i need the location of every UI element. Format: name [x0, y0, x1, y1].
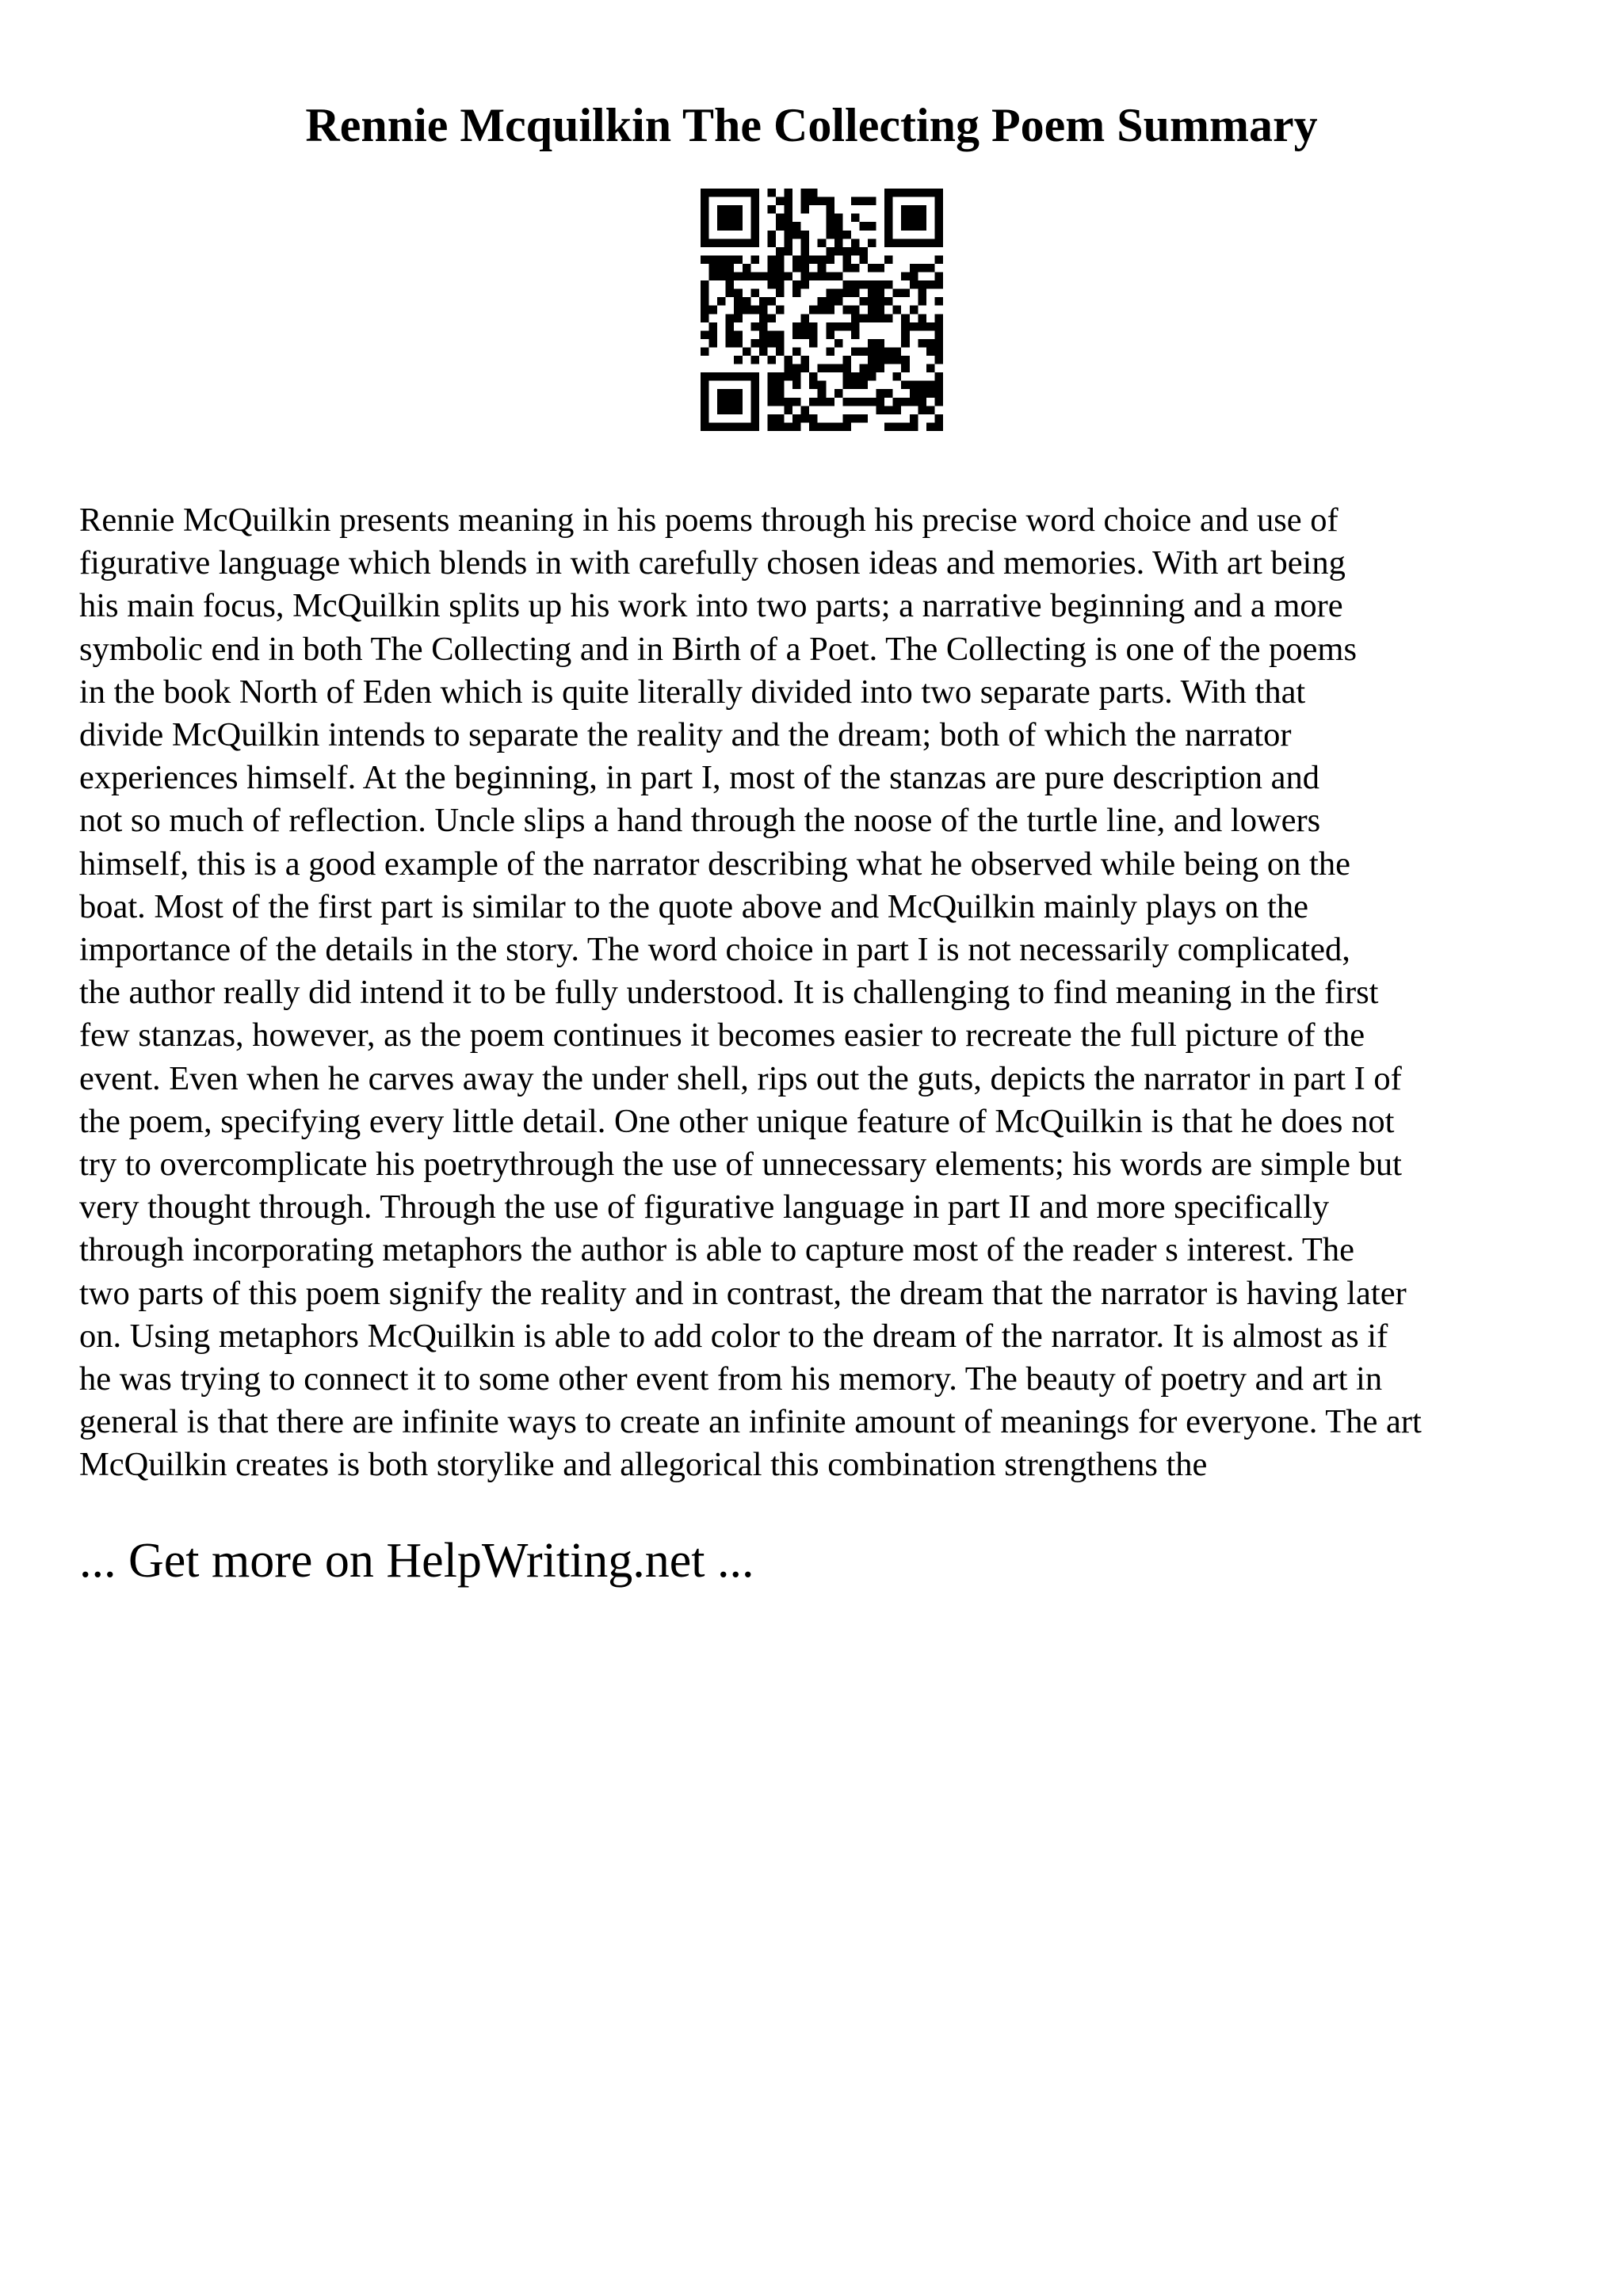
paragraph-line: divide McQuilkin intends to separate the reality and the dream; both of which the narrator [79, 716, 1292, 754]
paragraph-line: the poem, specifying every little detail. One other unique feature of McQuilkin is that he does not [79, 1102, 1395, 1140]
paragraph-line: he was trying to connect it to some other event from his memory. The beauty of poetry and art in [79, 1360, 1383, 1398]
paragraph-line: the author really did intend it to be fully understood. It is challenging to find meaning in the first [79, 974, 1379, 1012]
paragraph-line: two parts of this poem signify the reality and in contrast, the dream that the narrator is having later [79, 1274, 1407, 1312]
paragraph-line: himself, this is a good example of the narrator describing what he observed while being on the [79, 845, 1350, 883]
paragraph-line: general is that there are infinite ways to create an infinite amount of meanings for everyone. The art [79, 1403, 1422, 1441]
paragraph-line: figurative language which blends in with carefully chosen ideas and memories. With art being [79, 544, 1346, 582]
paragraph-line: on. Using metaphors McQuilkin is able to add color to the dream of the narrator. It is almost as if [79, 1317, 1388, 1355]
paragraph-line: in the book North of Eden which is quite literally divided into two separate parts. With that [79, 673, 1306, 711]
paragraph-line: few stanzas, however, as the poem continues it becomes easier to recreate the full picture of the [79, 1016, 1365, 1055]
summary-paragraph [79, 499, 1569, 1487]
paragraph-line: his main focus, McQuilkin splits up his work into two parts; a narrative beginning and a more [79, 587, 1343, 625]
paragraph-line: importance of the details in the story. The word choice in part I is not necessarily complicated, [79, 931, 1350, 969]
paragraph-line: through incorporating metaphors the author is able to capture most of the reader s interest. The [79, 1231, 1355, 1269]
paragraph-line: boat. Most of the first part is similar to the quote above and McQuilkin mainly plays on the [79, 887, 1308, 925]
page-title: Rennie Mcquilkin The Collecting Poem Summary [305, 99, 1318, 151]
paragraph-line: not so much of reflection. Uncle slips a hand through the noose of the turtle line, and lowers [79, 802, 1321, 840]
paragraph-line: symbolic end in both The Collecting and in Birth of a Poet. The Collecting is one of the poems [79, 630, 1358, 668]
paragraph-line: very thought through. Through the use of figurative language in part II and more specifically [79, 1188, 1330, 1226]
paragraph-line: event. Even when he carves away the under shell, rips out the guts, depicts the narrator in part I of [79, 1059, 1402, 1097]
get-more-link[interactable]: ... Get more on HelpWriting.net ... [79, 1534, 754, 1588]
paragraph-line: McQuilkin creates is both storylike and allegorical this combination strengthens the [79, 1446, 1208, 1484]
paragraph-line: Rennie McQuilkin presents meaning in his poems through his precise word choice and use of [79, 502, 1338, 539]
paragraph-line: experiences himself. At the beginning, in part I, most of the stanzas are pure description and [79, 759, 1319, 797]
qr-code-icon [701, 189, 943, 431]
paragraph-line: try to overcomplicate his poetrythrough the use of unnecessary elements; his words are simple but [79, 1146, 1402, 1184]
